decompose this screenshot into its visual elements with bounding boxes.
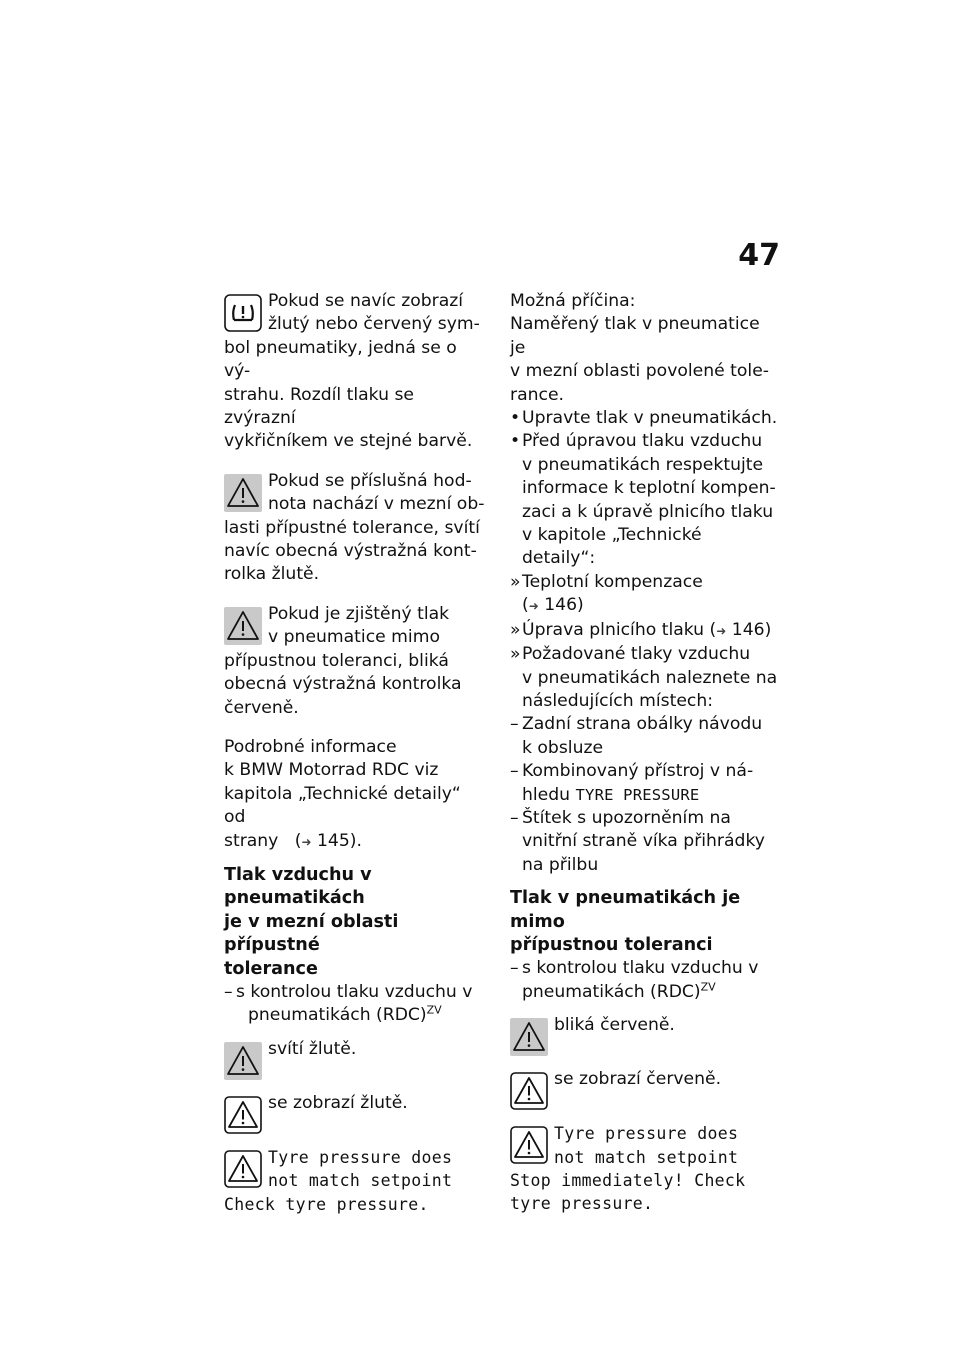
shows-red-row: se zobrazí červeně. [510, 1068, 780, 1112]
reference-item: » Požadované tlaky vzduchu v pneumatikách naleznete na následujících místech: [510, 644, 778, 711]
text-line: nota nachází v mezní ob- [268, 494, 485, 515]
condition-item: – s kontrolou tlaku vzduchu v pneumatikách (RDC)$^{ZV}$ [224, 981, 473, 1026]
general-warning-filled-icon [224, 474, 262, 512]
display-message-yellow: Tyre pressure does not match setpoint Check tyre pressure. [224, 1147, 453, 1214]
page-reference-arrow-icon: ➜ [716, 623, 727, 638]
general-warning-filled-icon [224, 607, 262, 645]
list-item: • Před úpravou tlaku vzduchu v pneumatikách respektujte informace k teplotní kompen- zaci a k úpravě plnicího tlaku v kapitole „Technické detaily“: [510, 431, 776, 569]
text-line: navíc obecná výstražná kont- [224, 541, 477, 562]
condition-item: – s kontrolou tlaku vzduchu v pneumatikách (RDC)$^{ZV}$ [510, 958, 759, 1002]
section-heading: Tlak v pneumatikách je mimo přípustnou toleranci [510, 888, 741, 955]
optional-equipment-mark: ZV [426, 1003, 442, 1017]
lights-yellow-row: svítí žlutě. [224, 1038, 486, 1082]
text-line: bol pneumatiky, jedná se o vý- [224, 337, 457, 382]
reference-item: » Úprava plnicího tlaku (➜ 146) [510, 619, 772, 640]
general-warning-filled-icon [510, 1018, 548, 1056]
text-line: v pneumatice mimo [268, 627, 440, 648]
text-line: přípustnou toleranci, bliká [224, 650, 449, 671]
page-number: 47 [738, 238, 780, 273]
cause-paragraph: Naměřený tlak v pneumatice je v mezní oblasti povolené tole- rance. [510, 314, 769, 405]
reference-item: » Teplotní kompenzace (➜ 146) [510, 571, 703, 616]
text-line: kapitola „Technické detaily“ od [224, 783, 461, 828]
section-heading: Tlak vzduchu v pneumatikách je v mezní oblasti přípustné tolerance [224, 864, 399, 979]
text-line: žlutý nebo červený sym- [268, 314, 480, 335]
cause-label: Možná příčina: [510, 291, 636, 311]
page-reference-arrow-icon: ➜ [528, 599, 539, 614]
page-reference[interactable]: 145). [317, 830, 362, 851]
page-reference[interactable]: 146) [731, 619, 772, 640]
tyre-symbol-paragraph [224, 290, 486, 454]
text-line: rolka žlutě. [224, 564, 320, 585]
general-warning-outline-icon [224, 1096, 262, 1134]
out-of-tolerance-red-paragraph [224, 603, 486, 720]
tolerance-yellow-paragraph [224, 470, 486, 587]
page-reference-arrow-icon: ➜ [301, 834, 312, 849]
text-line: obecná výstražná kontrolka [224, 674, 462, 695]
text-line: strany (➜ 145). [224, 830, 362, 851]
general-warning-outline-icon [224, 1150, 262, 1188]
text-line: červeně. [224, 697, 299, 718]
display-message-red: Tyre pressure does not match setpoint Stop immediately! Check tyre pressure. [510, 1124, 746, 1214]
text-line: Pokud se navíc zobrazí [268, 291, 464, 311]
optional-equipment-mark: ZV [700, 980, 716, 994]
location-item: – Kombinovaný přístroj v ná- hledu TYRE PRESSURE [510, 761, 754, 805]
text-line: vykřičníkem ve stejné barvě. [224, 431, 473, 452]
page-reference[interactable]: 146) [544, 595, 584, 616]
text-line: Podrobné informace [224, 736, 397, 757]
list-item: • Upravte tlak v pneumatikách. [510, 408, 778, 429]
rdc-info-paragraph [224, 736, 486, 854]
text-line: Pokud je zjištěný tlak [268, 603, 450, 624]
left-column [224, 290, 486, 1216]
general-warning-outline-icon [510, 1126, 548, 1164]
text-line: k BMW Motorrad RDC viz [224, 760, 439, 781]
flashes-red-row: bliká červeně. [510, 1014, 780, 1058]
text-line: strahu. Rozdíl tlaku se zvýrazní [224, 384, 414, 429]
text-line: Pokud se příslušná hod- [268, 470, 472, 491]
display-text: TYRE PRESSURE [575, 785, 700, 804]
general-warning-outline-icon [510, 1072, 548, 1110]
tyre-pressure-warning-icon [224, 294, 262, 332]
location-item: – Štítek s upozorněním na vnitřní straně víka přihrádky na přilbu [510, 807, 765, 875]
location-item: – Zadní strana obálky návodu k obsluze [510, 714, 763, 758]
right-column [510, 290, 780, 1216]
text-line: lasti přípustné tolerance, svítí [224, 517, 480, 538]
shows-yellow-row: se zobrazí žlutě. [224, 1092, 486, 1136]
general-warning-filled-icon [224, 1042, 262, 1080]
